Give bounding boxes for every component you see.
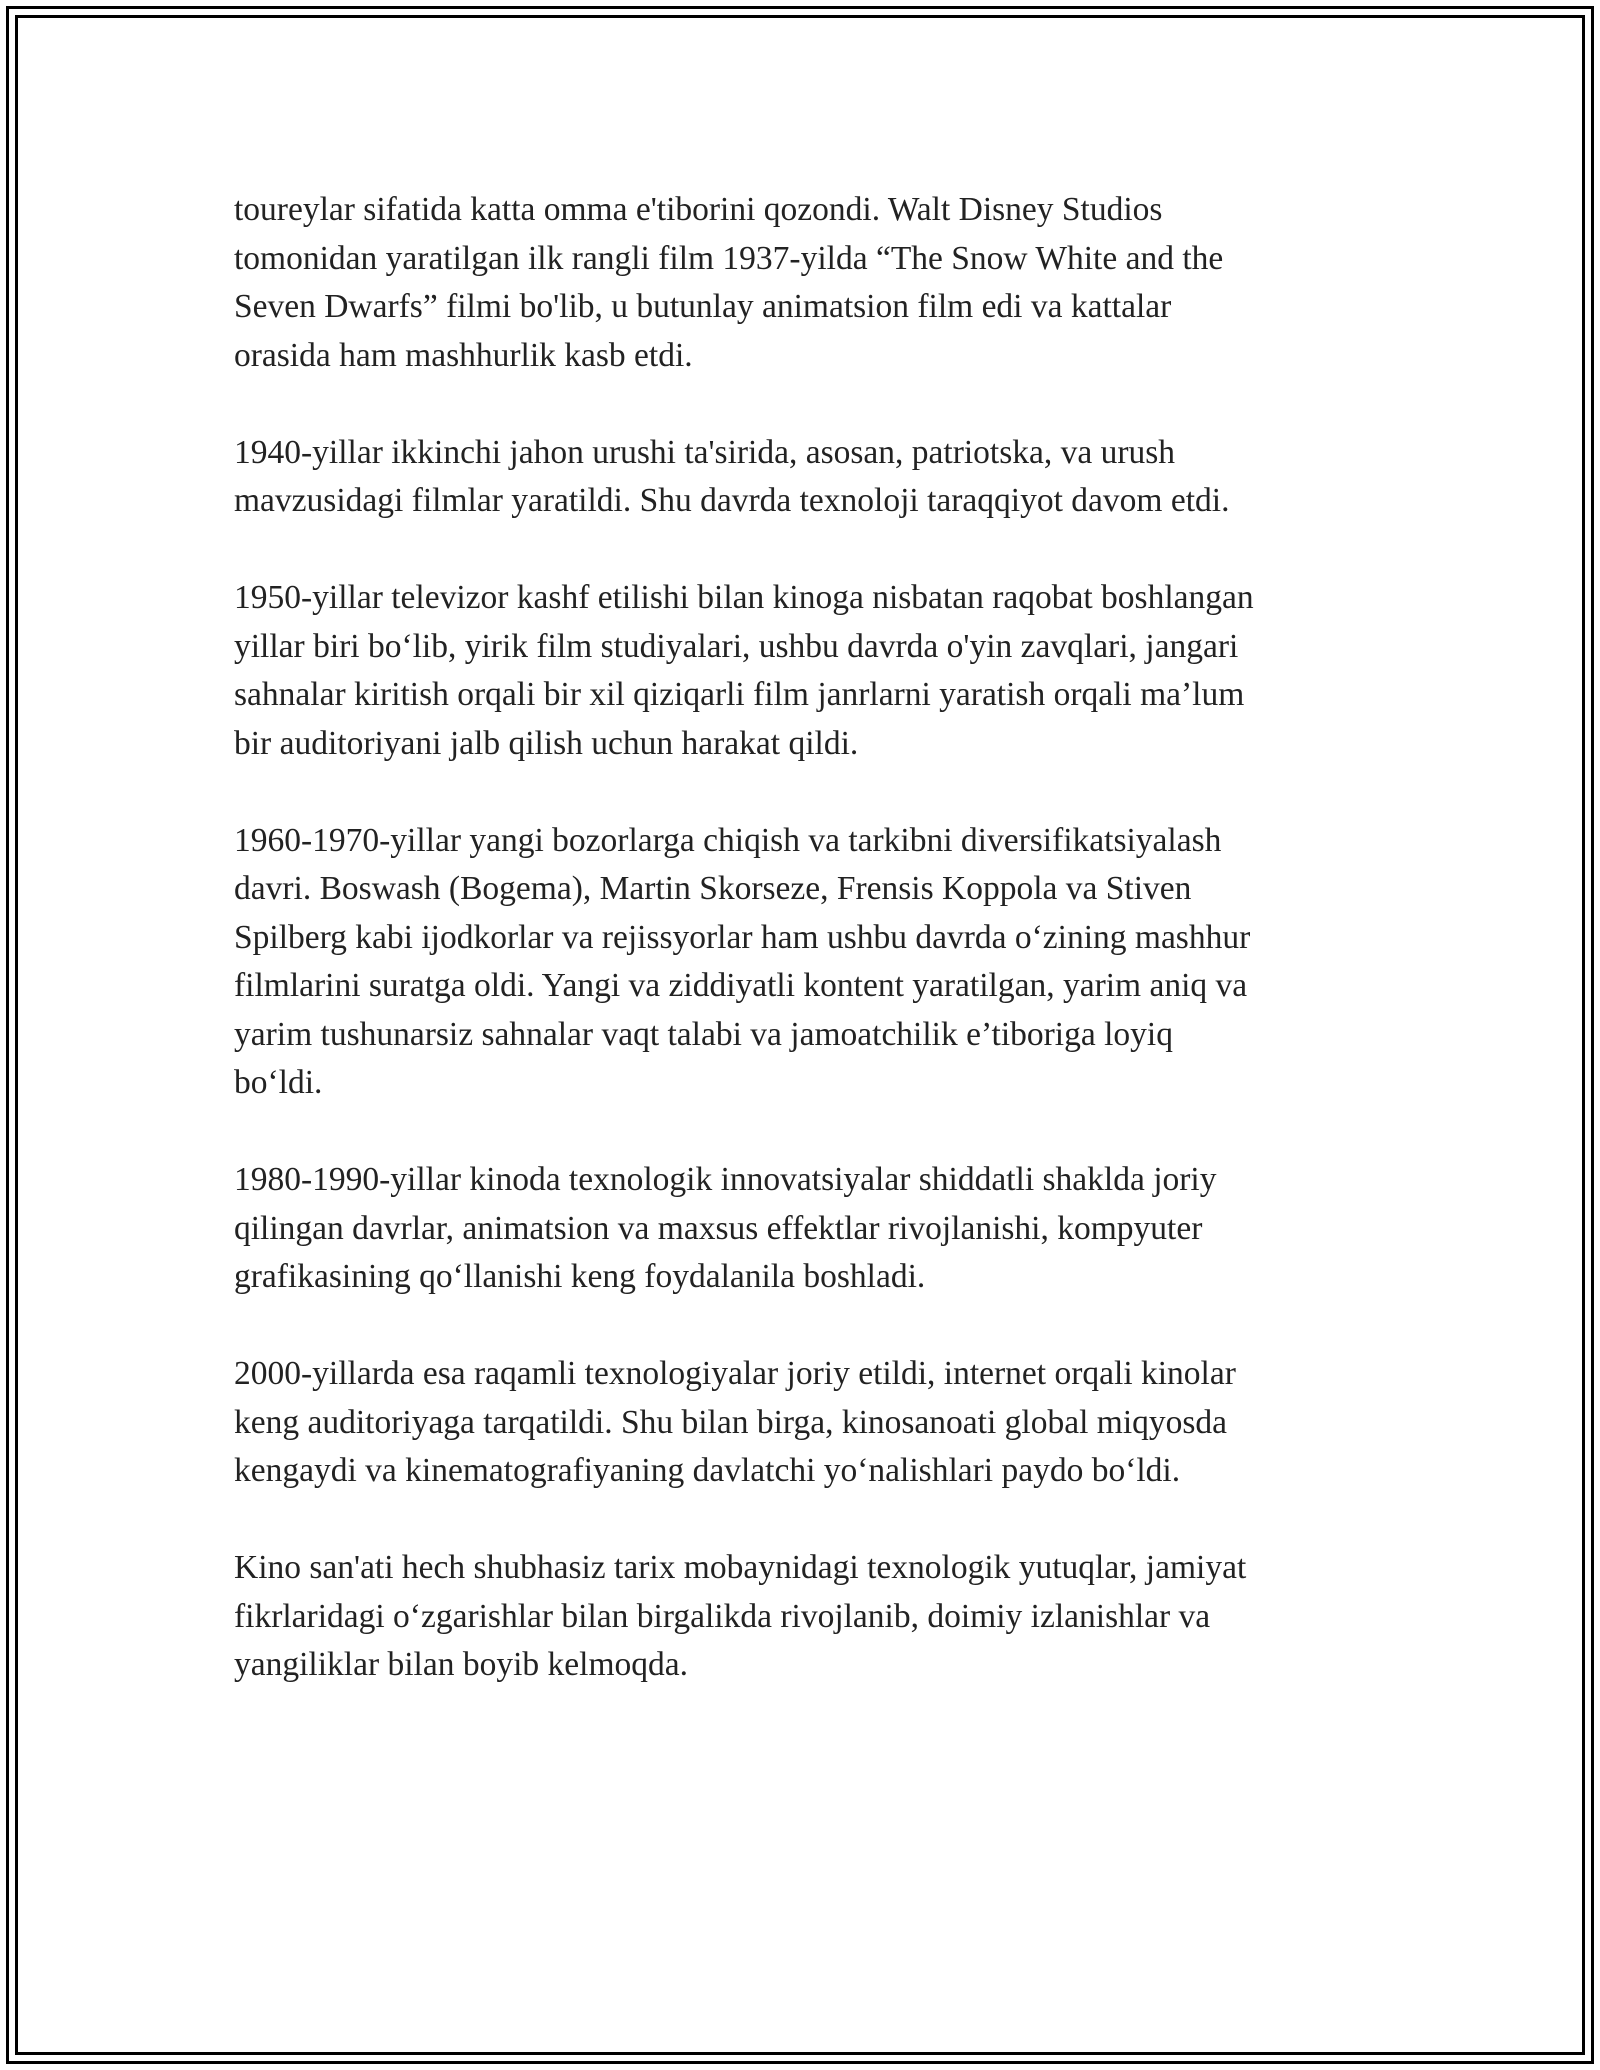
paragraph-1980s-1990s: 1980-1990-yillar kinoda texnologik innovatsiyalar shiddatli shaklda joriy qilingan davrlar, animatsion va maxsus effektlar rivojlanishi, kompyuter grafikasining qo‘llanishi keng foydalanila boshladi. [234, 1161, 1217, 1295]
paragraph-1940s: 1940-yillar ikkinchi jahon urushi ta'sirida, asosan, patriotska, va urush mavzusidagi filmlar yaratildi. Shu davrda texnoloji taraqqiyot davom etdi. [234, 433, 1230, 519]
paragraph-2000s: 2000-yillarda esa raqamli texnologiyalar joriy etildi, internet orqali kinolar keng auditoriyaga tarqatildi. Shu bilan birga, kinosanoati global miqyosda kengaydi va kinematografiyaning davlatchi yo‘nalishlari paydo bo‘ldi. [234, 1355, 1236, 1489]
paragraph-disney: toureylar sifatida katta omma e'tiborini qozondi. Walt Disney Studios tomonidan yaratilgan ilk rangli film 1937-yilda “The Snow White and the Seven Dwarfs” filmi bo'lib, u butunlay animatsion film edi va kattalar orasida ham mashhurlik kasb etdi. [234, 191, 1224, 374]
paragraph-1950s: 1950-yillar televizor kashf etilishi bilan kinoga nisbatan raqobat boshlangan yillar biri bo‘lib, yirik film studiyalari, ushbu davrda o'yin zavqlari, jangari sahnalar kiritish orqali bir xil qiziqarli film janrlarni yaratish orqali ma’lum bir auditoriyani jalb qilish uchun harakat qildi. [234, 579, 1254, 762]
document-body [234, 186, 1374, 1738]
paragraph-conclusion: Kino san'ati hech shubhasiz tarix mobaynidagi texnologik yutuqlar, jamiyat fikrlaridagi o‘zgarishlar bilan birgalikda rivojlanib, doimiy izlanishlar va yangiliklar bilan boyib kelmoqda. [234, 1549, 1247, 1683]
paragraph-1960s-1970s: 1960-1970-yillar yangi bozorlarga chiqish va tarkibni diversifikatsiyalash davri. Boswash (Bogema), Martin Skorseze, Frensis Koppola va Stiven Spilberg kabi ijodkorlar va rejissyorlar ham ushbu davrda o‘zining mashhur filmlarini suratga oldi. Yangi va ziddiyatli kontent yaratilgan, yarim aniq va yarim tushunarsiz sahnalar vaqt talabi va jamoatchilik e’tiboriga loyiq bo‘ldi. [234, 821, 1251, 1101]
